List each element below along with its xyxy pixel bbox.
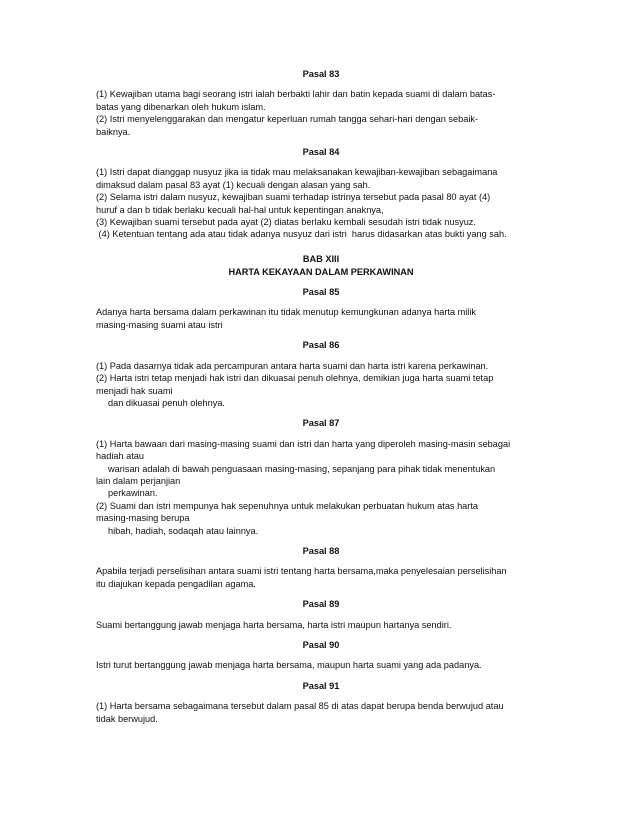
pasal-88-heading: Pasal 88 (302, 545, 340, 556)
pasal-84-heading: Pasal 84 (302, 147, 340, 158)
pasal-87-line: lain dalam perjanjian (96, 475, 181, 486)
pasal-85-line: masing-masing suami atau istri (96, 319, 223, 330)
pasal-89-line: Suami bertanggung jawab menjaga harta bersama, harta istri maupun hartanya sendiri. (96, 619, 452, 630)
pasal-91-line: (1) Harta bersama sebagaimana tersebut dalam pasal 85 di atas dapat berupa benda berwujud atau (96, 701, 504, 712)
pasal-84-line: huruf a dan b tidak berlaku kecuali hal-hal untuk kepentingan anaknya, (96, 204, 384, 215)
pasal-85-line: Adanya harta bersama dalam perkawinan itu tidak menutup kemungkunan adanya harta milik (96, 307, 476, 318)
pasal-83-line: (1) Kewajiban utama bagi seorang istri ialah berbakti lahir dan batin kepada suami di dalam batas- (96, 89, 496, 100)
document-page (96, 68, 546, 725)
pasal-83-heading: Pasal 83 (302, 69, 340, 79)
pasal-87-line: (1) Harta bawaan dari masing-masing suami dan istri dan harta yang diperoleh masing-masin sebagai (96, 438, 511, 449)
pasal-87-line: warisan adalah di bawah penguasaan masing-masing, sepanjang para pihak tidak menentukan (108, 463, 496, 474)
pasal-90-line: Istri turut bertanggung jawab menjaga harta bersama, maupun harta suami yang ada padanya. (96, 660, 482, 671)
pasal-83-line: (2) Istri menyelenggarakan dan mengatur keperluan rumah tangga sehari-hari dengan sebaik- (96, 114, 479, 125)
pasal-83-line: baiknya. (96, 126, 131, 137)
pasal-87-heading: Pasal 87 (302, 418, 340, 429)
pasal-84-line: (4) Ketentuan tentang ada atau tidak adanya nusyuz dari istri harus didasarkan atas bukti yang sah. (96, 229, 507, 240)
pasal-86-line: (2) Harta istri tetap menjadi hak istri dan dikuasai penuh olehnya, demikian juga harta suami tetap (96, 373, 494, 384)
pasal-87-line: perkawinan. (108, 488, 158, 499)
pasal-86-line: menjadi hak suami (96, 385, 173, 396)
pasal-84-line: (1) Istri dapat dianggap nusyuz jika ia tidak mau melaksanakan kewajiban-kewajiban sebagaimana (96, 167, 498, 178)
pasal-87-line: (2) Suami dan istri mempunya hak sepenuhnya untuk melakukan perbuatan hukum atas harta (96, 500, 479, 511)
bab-title: HARTA KEKAYAAN DALAM PERKAWINAN (228, 266, 414, 277)
bab-number: BAB XIII (302, 254, 340, 265)
pasal-87-line: hibah, hadiah, sodaqah atau lainnya. (108, 525, 259, 536)
pasal-91-heading: Pasal 91 (302, 680, 340, 691)
pasal-91-line: tidak berwujud. (96, 713, 158, 724)
pasal-88-line: Apabila terjadi perselisihan antara suami istri tentang harta bersama,maka penyelesaian perselisihan (96, 566, 507, 577)
pasal-88-line: itu diajukan kepada pengadilan agama. (96, 578, 256, 589)
pasal-86-line: (1) Pada dasarnya tidak ada percampuran antara harta suami dan harta istri karena perkawinan. (96, 360, 489, 371)
pasal-84-line: dimaksud dalam pasal 83 ayat (1) kecuali dengan alasan yang sah. (96, 179, 371, 190)
pasal-86-heading: Pasal 86 (302, 340, 340, 351)
pasal-89-heading: Pasal 89 (302, 599, 340, 610)
pasal-86-line: dan dikuasai penuh olehnya. (108, 397, 225, 408)
pasal-87-line: hadiah atau (96, 451, 145, 462)
pasal-84-line: (3) Kewajiban suami tersebut pada ayat (2) diatas berlaku kembali sesudah istri tidak nusyuz. (96, 217, 476, 228)
pasal-90-heading: Pasal 90 (302, 640, 340, 651)
pasal-87-line: masing-masing berupa (96, 513, 190, 524)
pasal-83-line: batas yang dibenarkan oleh hukum islam. (96, 101, 266, 112)
pasal-85-heading: Pasal 85 (302, 287, 340, 298)
pasal-84-line: (2) Selama istri dalam nusyuz, kewajiban suami terhadap istrinya tersebut pada pasal 80 ayat (4) (96, 192, 491, 203)
